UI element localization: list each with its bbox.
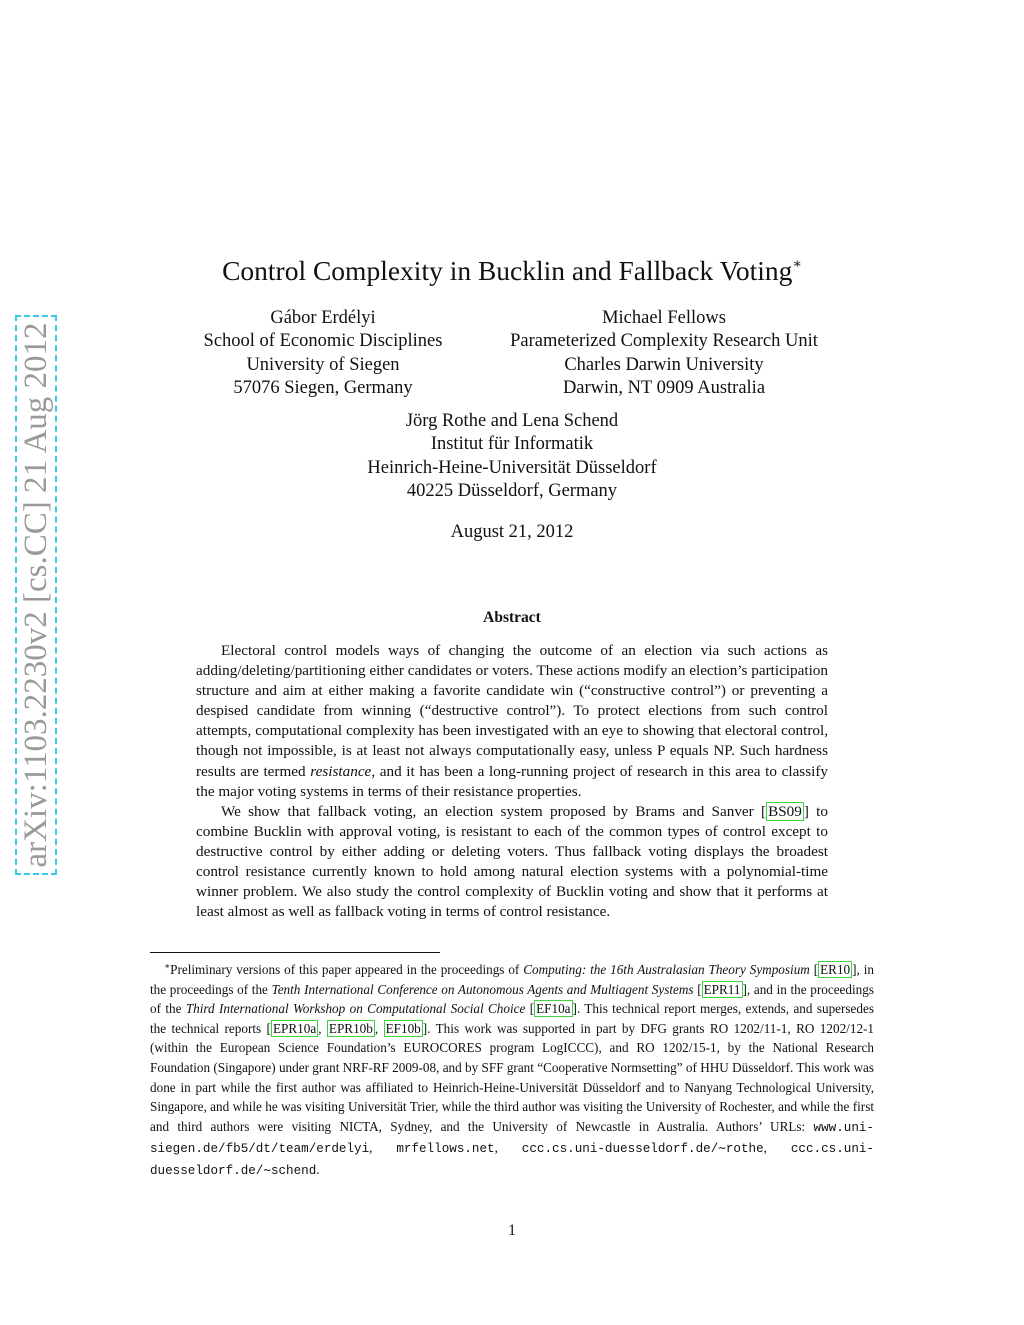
url-link[interactable]: mrfellows.net <box>396 1142 495 1157</box>
footnote-paragraph: ∗Preliminary versions of this paper appeared in the proceedings of Computing: the 16th Australasian Theory Symposium [ ER10 ], in the proceedings of the Tenth International Conference on Autonomous Agents and Multiagent Systems [ EPR11 ], and in the proceedings of the Third International Workshop on Computational Social Choice [ EF10a ]. This technical report merges, extends, and supersedes the technical reports [ EPR10a , EPR10b , EF10b ]. This work was supported in part by DFG grants RO 1202/11-1, RO 1202/12-1 (within the European Science Foundation’s EUROCORES program LogICCC), and RO 1202/15-1, by the National Research Foundation (Singapore) under grant NRF-RF 2009-08, and by SFF grant “Cooperative Normsetting” of HHU Düsseldorf. This work was done in part while the first author was affiliated to Heinrich-Heine-Universität Düsseldorf and to Nanyang Technological University, Singapore, and while he was visiting Universität Trier, while the third author was visiting the University of Rochester, and while the first and third authors were visiting NICTA, Sydney, and the University of Newcastle in Australia. Authors’ URLs: www.uni-siegen.de/fb5/dt/team/erdelyi, mrfellows.net, ccc.cs.uni-duesseldorf.de/∼rothe, ccc.cs.uni-duesseldorf.de/∼schend. <box>150 961 875 1178</box>
url-link[interactable]: www.uni-siegen.de/fb5/dt/team/erdelyi <box>150 1120 874 1157</box>
abstract-text: , and it has been a long-running project of research in this area to classify the major voting systems in terms of their resistance properties. <box>196 762 828 800</box>
abstract-text: ] to combine Bucklin with approval voting, is resistant to each of the common types of control except to destructive control by either adding or deleting voters. Thus fallback voting displays the broadest control resistance currently known to hold among natural election systems with a polynomial-time winner problem. We also study the control complexity of Bucklin voting and show that it performs at least almost as well as fallback voting in terms of control resistance. <box>196 802 828 921</box>
author-erdelyi <box>173 307 473 401</box>
title-text: Control Complexity in Bucklin and Fallback Voting <box>222 255 793 286</box>
footnote-rule <box>150 952 440 953</box>
citation-link[interactable]: EF10b <box>385 1020 421 1036</box>
url-link[interactable]: ccc.cs.uni-duesseldorf.de/∼rothe <box>521 1142 764 1157</box>
citation-link[interactable]: BS09 <box>768 802 802 820</box>
abstract-paragraph <box>196 641 828 802</box>
author-address: 57076 Siegen, Germany <box>233 378 413 399</box>
abstract-emphasis: resistance <box>310 762 372 780</box>
citation-link[interactable]: EPR10b <box>328 1020 373 1036</box>
abstract-paragraph <box>196 802 828 923</box>
paper-date: August 21, 2012 <box>450 522 574 542</box>
author-affiliation: University of Siegen <box>246 354 400 375</box>
author-affiliation: Charles Darwin University <box>564 354 764 375</box>
footnote <box>150 957 874 1182</box>
title-footnote-mark[interactable]: ∗ <box>792 257 802 272</box>
arxiv-stamp[interactable]: arXiv:1103.2230v2 [cs.CC] 21 Aug 2012 <box>15 315 57 875</box>
footnote-text: . This technical report merges, extends, and supersedes the technical reports [ <box>150 1001 874 1036</box>
footnote-text: ]. This work was supported in part by DFG grants RO 1202/11-1, RO 1202/12-1 (within the European Science Foundation’s EUROCORES program LogICCC), and RO 1202/15-1, by the National Research Foundation (Singapore) under grant NRF-RF 2009-08, and by SFF grant “Cooperative Normsetting” of HHU Düsseldorf. This work was done in part while the first author was affiliated to Heinrich-Heine-Universität Düsseldorf and to Nanyang Technological University, Singapore, and while he was visiting Universität Trier, while the third author was visiting the University of Rochester, and while the first and third authors were visiting NICTA, Sydney, and the University of Newcastle in Australia. Authors’ URLs: <box>150 1020 875 1134</box>
author-affiliation: Heinrich-Heine-Universität Düsseldorf <box>367 457 657 478</box>
footnote-mark: ∗ <box>164 961 171 971</box>
citation-link[interactable]: ER10 <box>820 962 851 977</box>
author-rothe-schend <box>312 410 712 504</box>
citation-link[interactable]: EPR10a <box>272 1020 317 1036</box>
citation-link[interactable]: EF10a <box>536 1001 571 1017</box>
author-affiliation: School of Economic Disciplines <box>203 331 443 352</box>
abstract-text: We show that fallback voting, an election system proposed by Brams and Sanver [ <box>221 802 767 820</box>
footnote-text: Preliminary versions of this paper appeared in the proceedings of <box>170 962 524 977</box>
paper-title <box>0 248 1024 288</box>
venue-name: Computing: the 16th Australasian Theory Symposium <box>523 962 810 977</box>
author-affiliation: Parameterized Complexity Research Unit <box>510 331 818 352</box>
abstract-text: Electoral control models ways of changing the outcome of an election via such actions as adding/deleting/partitioning either candidates or voters. These actions modify an election’s participation structure and aim at either making a favorite candidate win (“constructive control”) or preventing a despised candidate from winning (“destructive control”). To protect elections from such control attempts, computational complexity has been investigated with an eye to showing that electoral control, though not impossible, is at least not always computationally easy, unless P equals NP. Such hardness results are termed <box>196 642 828 780</box>
author-fellows <box>483 307 845 401</box>
author-affiliation: Institut für Informatik <box>430 434 594 455</box>
footnote-text: , in the proceedings of the <box>150 962 874 997</box>
venue-name: Third International Workshop on Computational Social Choice <box>185 1001 526 1017</box>
abstract-heading: Abstract <box>483 609 541 626</box>
url-link[interactable]: ccc.cs.uni-duesseldorf.de/∼schend <box>150 1142 874 1178</box>
author-address: Darwin, NT 0909 Australia <box>562 378 766 399</box>
author-address: 40225 Düsseldorf, Germany <box>406 481 618 502</box>
page-number: 1 <box>508 1222 516 1239</box>
venue-name: Tenth International Conference on Autonomous Agents and Multiagent Systems <box>271 981 694 997</box>
abstract-body <box>196 641 828 922</box>
footnote-text: , and in the proceedings of the <box>150 981 874 1017</box>
citation-link[interactable]: EPR11 <box>703 981 741 997</box>
author-name: Jörg Rothe and Lena Schend <box>405 411 619 431</box>
author-name: Gábor Erdélyi <box>270 308 376 328</box>
author-name: Michael Fellows <box>602 308 726 328</box>
